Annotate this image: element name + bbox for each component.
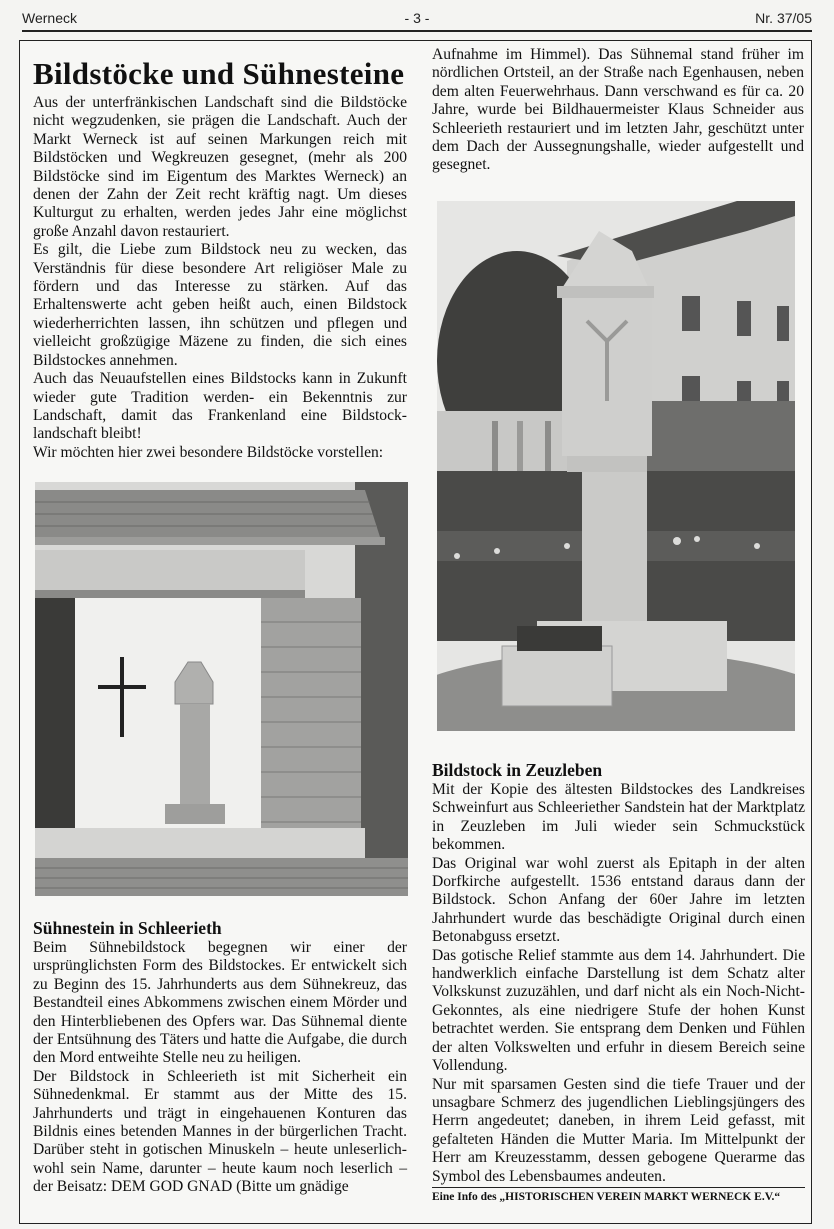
section-paragraph: Das gotische Relief stammte aus dem 14. Jahrhundert. Die handwerklich einfache Darstellung ist dem Schatz alter Volkskunst zuzuzählen, und darf nicht als ein Noch-Nicht-Gekonntes, als eine niedrigere Stufe der hohen Kunst betrachtet werden. Sie entsprang dem Denken und Fühlen der alten Volkswelten und erfuhr in diesem Bereich seine Vollendung.: [432, 946, 805, 1075]
intro-paragraph: Wir möchten hier zwei besondere Bildstöcke vorstellen:: [33, 443, 384, 461]
intro-paragraph: Es gilt, die Liebe zum Bildstock neu zu wecken, das Verständnis für diese besondere Art religiöser Male zu fördern und das Interesse zu stärken. Auf das Erhaltenswerte acht geben heißt auch, einen Bildstock wiederherrichten lassen, ihn schützen und pflegen und vielleicht großzügige Mäzene zu finden, die sich eines Bildstockes annehmen.: [33, 241, 407, 369]
photo-schleerieth-image: [35, 482, 408, 896]
intro-column: [33, 56, 407, 462]
section-paragraph: Mit der Kopie des ältesten Bildstockes des Landkreises Schweinfurt aus Schleeriether Sandstein hat der Marktplatz in Zeuzleben im Juli wieder sein Schmuckstück bekommen.: [432, 781, 805, 854]
continuation-column: [432, 46, 804, 175]
section-paragraph: Der Bildstock in Schleerieth ist mit Sicherheit ein Sühnedenkmal. Er stammt aus der Mitte des 15. Jahrhunderts und trägt in eingehauenen Konturen das Bildnis eines betenden Mannes in der bürgerlichen Tracht. Darüber steht in gotischen Minuskeln – heute unleserlich- wohl sein Name, darunter – heute kaum noch leserlich – der Beisatz: DEM GOD GNAD (Bitte um gnädige: [33, 1067, 407, 1196]
section-paragraph: Das Original war wohl zuerst als Epitaph in der alten Dorfkirche aufgestellt. 1536 entstand daraus dann der Bildstock. Schon Anfang der 60er Jahre im letzten Jahrhundert wurde das beschädigte Original durch einen Betonabguss ersetzt.: [432, 854, 805, 946]
section-paragraph: Beim Sühnebildstock begegnen wir einer der ursprünglichsten Form des Bildstockes. Er entwickelt sich zu Beginn des 15. Jahrhunderts aus dem Sühnekreuz, das Bestandteil eines Abkommens zwischen einem Mörder und den Hinterbliebenen des Opfers war. Das Sühnemal diente der Entsühnung des Täters und hatte die Aufgabe, die durch den Mord entweihte Stelle neu zu heiligen.: [33, 939, 407, 1067]
section-heading-zeuzleben: Bildstock in Zeuzleben: [432, 760, 603, 780]
photo-zeuzleben-image: [437, 201, 795, 731]
intro-paragraph: Aus der unterfränkischen Landschaft sind die Bildstöcke nicht wegzudenken, sie prägen die Landschaft. Auch der Markt Werneck ist auf seinen Markungen reich mit Bildstöcken und Wegkreuzen gesegnet, (mehr als 200 Bildstöcke sind im Eigentum des Marktes Werneck) an denen der Zahn der Zeit recht kräftig nagt. Um dieses Kulturgut zu erhalten, werden jedes Jahr eine möglichst große Anzahl davon restauriert.: [33, 94, 407, 240]
running-header: [22, 8, 812, 32]
header-issue-number: Nr. 37/05: [755, 10, 812, 26]
section-heading-schleerieth: Sühnestein in Schleerieth: [33, 918, 222, 938]
photo-schleerieth: [35, 482, 408, 896]
intro-paragraph: Auch das Neuaufstellen eines Bildstocks kann in Zukunft wieder gute Tradition werden- ein Bekenntnis zur Landschaft, damit das Frankenland eine Bildstock-landschaft bleibt!: [33, 370, 407, 443]
section-paragraph: Nur mit sparsamen Gesten sind die tiefe Trauer und der unsagbare Schmerz des jugendlichen Lieblingsjüngers des Herrn angedeutet; daneben, in ihrem Leid gefasst, mit gefalteten Händen die Mutter Maria. Im Mittelpunkt der Herr am Kreuzesstamm, dessen gebogene Querarme das Symbol des Lebensbaumes andeuten.: [432, 1075, 805, 1185]
continuation-paragraph: Aufnahme im Himmel). Das Sühnemal stand früher im nördlichen Ortsteil, an der Straße nach Egenhausen, neben dem alten Feuerwehrhaus. Dann verschwand es für ca. 20 Jahre, wurde bei Bildhauermeister Klaus Schneider aus Schleerieth restauriert und im letzten Jahr, geschützt unter dem Dach der Aussegnungshalle, wieder aufgestellt und gesegnet.: [432, 46, 804, 174]
article-title: Bildstöcke und Sühnesteine: [33, 56, 405, 91]
header-town: Werneck: [22, 10, 77, 26]
section-zeuzleben: [432, 760, 805, 1204]
article-credit: Eine Info des „HISTORISCHEN VEREIN MARKT WERNECK E.V.“: [432, 1187, 805, 1204]
photo-zeuzleben: [437, 201, 795, 731]
header-page-number: - 3 -: [404, 10, 430, 26]
section-schleerieth: [33, 918, 407, 1197]
